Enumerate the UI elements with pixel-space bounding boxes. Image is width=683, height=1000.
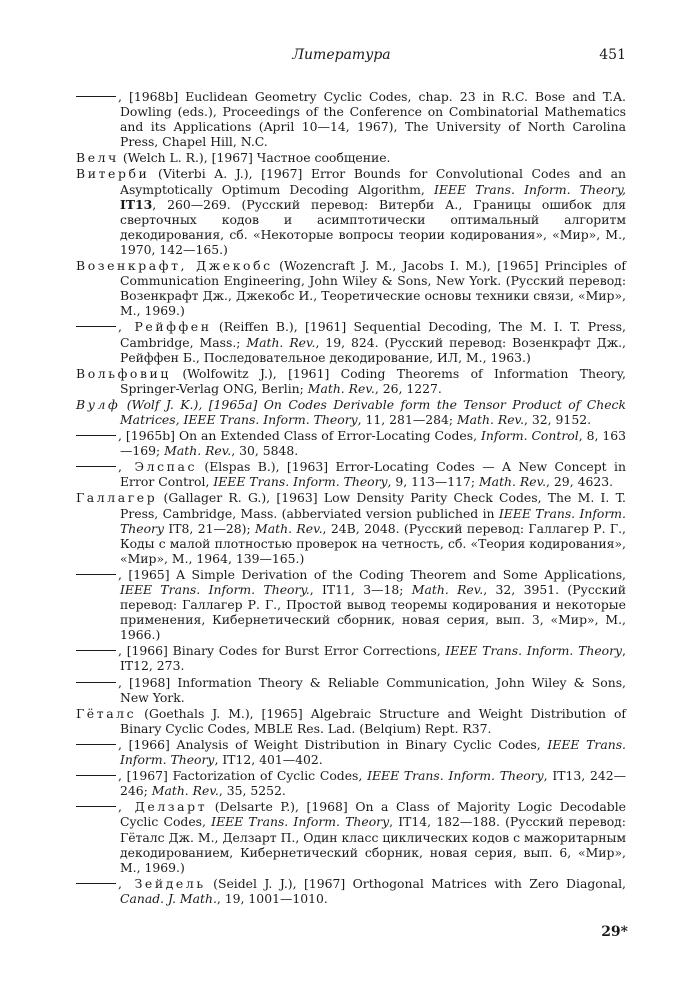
reference-entry: , [1968] Information Theory & Reliable Communication, John Wiley & Sons, New York. <box>76 675 626 705</box>
reference-list <box>76 89 626 907</box>
reference-entry: , [1968b] Euclidean Geometry Cyclic Codes, chap. 23 in R.C. Bose and T.A. Dowling (eds.), Proceedings of the Conference on Combinatorial Mathematics and its Applications (April 10—14, 1967), The University of North Carolina Press, Chapel Hill, N.C. <box>76 89 626 149</box>
repeat-author-dash <box>76 466 116 467</box>
signature-mark: 29* <box>601 924 628 940</box>
reference-entry: , [1967] Factorization of Cyclic Codes, IEEE Trans. Inform. Theory, IT13, 242—246; Math. Rev., 35, 5252. <box>76 768 626 798</box>
repeat-author-dash <box>76 435 116 436</box>
reference-entry: , [1965b] On an Extended Class of Error-Locating Codes, Inform. Control, 8, 163—169; Math. Rev., 30, 5848. <box>76 428 626 458</box>
repeat-author-dash <box>76 650 116 651</box>
repeat-author-dash <box>76 775 116 776</box>
repeat-author-dash <box>76 96 116 97</box>
reference-entry: Вулф (Wolf J. K.), [1965a] On Codes Derivable form the Tensor Product of Check Matrices, IEEE Trans. Inform. Theory, 11, 281—284; Math. Rev., 32, 9152. <box>76 396 626 427</box>
reference-entry: , Зейдель (Seidel J. J.), [1967] Orthogonal Matrices with Zero Diagonal, Canad. J. Math., 19, 1001—1010. <box>76 876 626 906</box>
reference-entry: Витерби (Viterbi A. J.), [1967] Error Bounds for Convolutional Codes and an Asymptotically Optimum Decoding Algorithm, IEEE Trans. Inform. Theory, IT13, 260—269. (Русский перевод: Витерби А., Границы ошибок для сверточных кодов и асимптотически оптимальный алгоритм декодирования, сб. «Некоторые вопросы теории кодирования», «Мир», М., 1970, 142—165.) <box>76 166 626 257</box>
repeat-author-dash <box>76 883 116 884</box>
repeat-author-dash <box>76 682 116 683</box>
reference-entry: , [1966] Binary Codes for Burst Error Corrections, IEEE Trans. Inform. Theory, IT12, 273. <box>76 643 626 673</box>
reference-entry: Возенкрафт, Джекобс (Wozencraft J. M., Jacobs I. M.), [1965] Principles of Communication Engineering, John Wiley & Sons, New York. (Русский перевод: Возенкрафт Дж., Джекобс И., Теоретические основы техники связи, «Мир», М., 1969.) <box>76 258 627 319</box>
page-number: 451 <box>599 47 626 63</box>
reference-entry: , Делзарт (Delsarte P.), [1968] On a Class of Majority Logic Decodable Cyclic Codes, IEEE Trans. Inform. Theory, IT14, 182—188. (Русский перевод: Гёталс Дж. М., Делзарт П., Один класс циклических кодов с мажоритарным декодированием, Кибернетический сборник, новая серия, вып. 6, «Мир», М., 1969.) <box>76 799 626 874</box>
repeat-author-dash <box>76 806 116 807</box>
running-title: Литература <box>292 47 391 63</box>
reference-entry: , Рейффен (Reiffen B.), [1961] Sequential Decoding, The M. I. T. Press, Cambridge, Mass.; Math. Rev., 19, 824. (Русский перевод: Возенкрафт Дж., Рейффен Б., Последовательное декодирование, ИЛ, М., 1963.) <box>76 319 626 364</box>
reference-entry: , [1965] A Simple Derivation of the Coding Theorem and Some Applications, IEEE Trans. Inform. Theory., IT11, 3—18; Math. Rev., 32, 3951. (Русский перевод: Галлагер Р. Г., Простой вывод теоремы кодирования и некоторые применения, Кибернетический сборник, новая серия, вып. 3, «Мир», М., 1966.) <box>76 567 626 642</box>
reference-entry: , [1966] Analysis of Weight Distribution in Binary Cyclic Codes, IEEE Trans. Inform. Theory, IT12, 401—402. <box>76 737 626 767</box>
reference-entry: , Элспас (Elspas B.), [1963] Error-Locating Codes — A New Concept in Error Control, IEEE Trans. Inform. Theory, 9, 113—117; Math. Rev., 29, 4623. <box>76 459 626 489</box>
reference-entry: Вольфовиц (Wolfowitz J.), [1961] Coding Theorems of Information Theory, Springer-Verlag ONG, Berlin; Math. Rev., 26, 1227. <box>76 365 626 396</box>
repeat-author-dash <box>76 744 116 745</box>
reference-entry: Гёталс (Goethals J. M.), [1965] Algebraic Structure and Weight Distribution of Binary Cyclic Codes, MBLE Res. Lad. (Belqium) Rept. R37. <box>76 705 626 736</box>
repeat-author-dash <box>76 326 116 327</box>
reference-entry: Галлагер (Gallager R. G.), [1963] Low Density Parity Check Codes, The M. I. T. Press, Cambridge, Mass. (abberviated version publiched in IEEE Trans. Inform. Theory IT8, 21—28); Math. Rev., 24B, 2048. (Русский перевод: Галлагер Р. Г., Коды с малой плотностью проверок на четность, сб. «Теория кодирования», «Мир», М., 1964, 139—165.) <box>76 490 627 566</box>
repeat-author-dash <box>76 574 116 575</box>
reference-entry: Велч (Welch L. R.), [1967] Частное сообщение. <box>76 150 391 166</box>
